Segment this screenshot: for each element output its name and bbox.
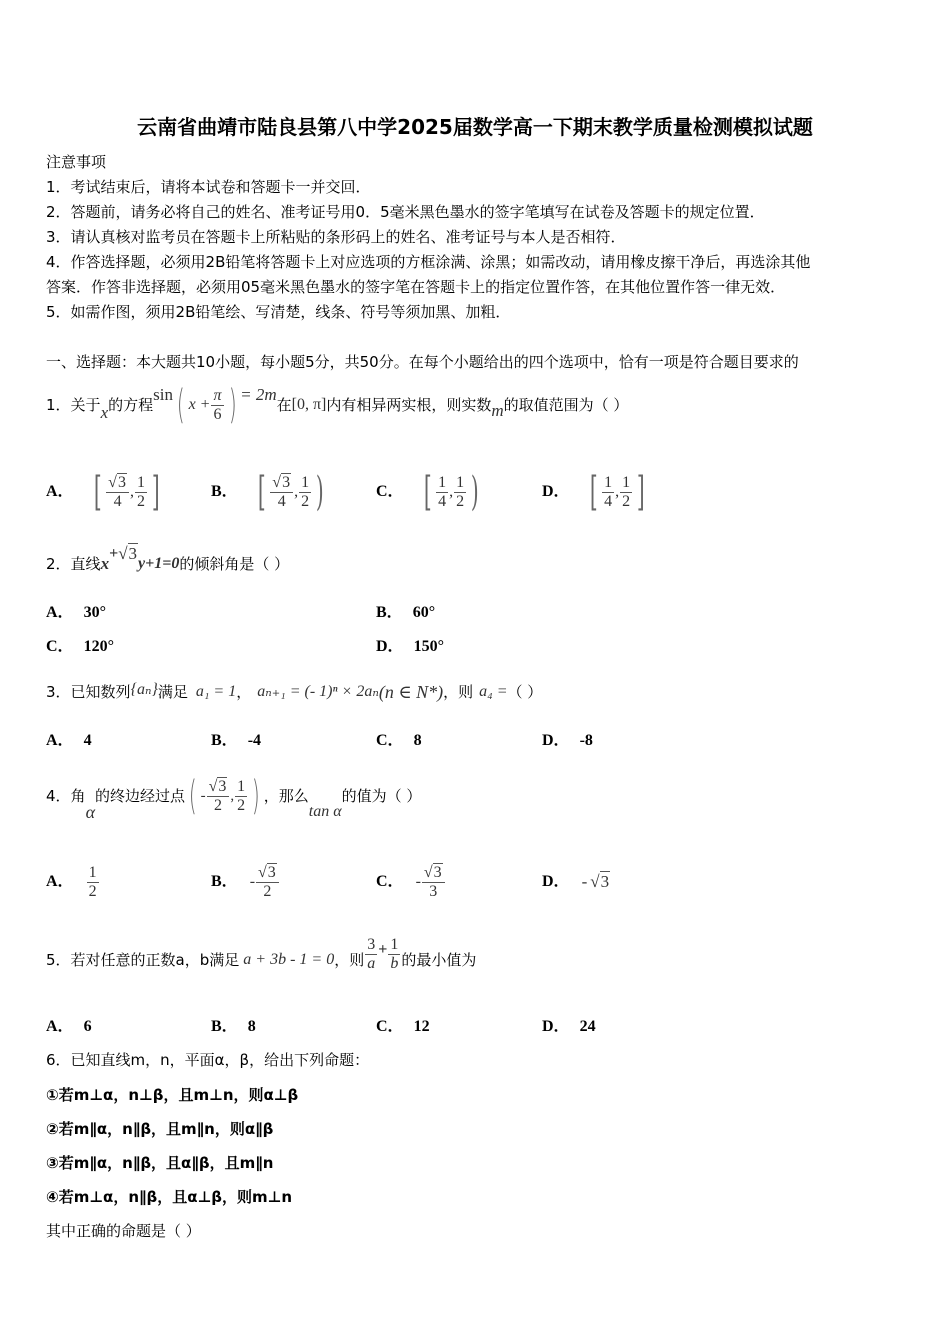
q3-option-a[interactable]: A． 4 [46, 732, 92, 749]
note-item: 3．请认真核对监考员在答题卡上所粘贴的条形码上的姓名、准考证号与本人是否相符． [46, 228, 626, 246]
q1-option-c[interactable]: C． [ $\frac{1}{4}$ , $\frac{1}{2}$ ) [376, 469, 479, 515]
q6-proposition: ①若m⊥α，n⊥β，且m⊥n，则α⊥β [46, 1086, 299, 1104]
q5-option-c[interactable]: C． 12 [376, 1018, 430, 1035]
q4-option-d[interactable]: D． - √3 [542, 872, 610, 891]
q3-option-d[interactable]: D． -8 [542, 732, 593, 749]
q6-question: 其中正确的命题是（ ） [46, 1222, 201, 1240]
q2-option-a[interactable]: A． 30° [46, 604, 106, 621]
question-5: 5． 若对任意的正数a，b满足 a + 3b - 1 = 0 ，则 $\frac{3}{a}$ + $\frac{1}{b}$ 的最小值为 [46, 935, 477, 972]
note-item: 2．答题前，请务必将自己的姓名、准考证号用0．5毫米黑色墨水的签字笔填写在试卷及答题卡的规定位置． [46, 203, 765, 221]
q5-option-a[interactable]: A． 6 [46, 1018, 92, 1035]
q5-option-d[interactable]: D． 24 [542, 1018, 596, 1035]
question-4: 4． 角 α 的终边经过点 ( - $\frac{√3}{2}$ , $\frac{1}{2}$ ) ，那么 tan α 的值为（ ） [46, 773, 422, 822]
q4-option-a[interactable]: A． $\frac{1}{2}$ [46, 863, 97, 900]
q6-proposition: ②若m∥α，n∥β，且m∥n，则α∥β [46, 1120, 274, 1138]
q6-proposition: ③若m∥α，n∥β，且α∥β，且m∥n [46, 1154, 274, 1172]
q6-proposition: ④若m⊥α，n∥β，且α⊥β，则m⊥n [46, 1188, 293, 1206]
q2-option-c[interactable]: C． 120° [46, 638, 114, 655]
note-item: 答案．作答非选择题，必须用05毫米黑色墨水的签字笔在答题卡上的指定位置作答，在其他位置作答一律无效． [46, 278, 786, 296]
q5-option-b[interactable]: B． 8 [211, 1018, 256, 1035]
note-item: 4．作答选择题，必须用2B铅笔将答题卡上对应选项的方框涂满、涂黑；如需改动，请用橡皮擦干净后，再选涂其他 [46, 253, 811, 271]
q1-option-b[interactable]: B． [ $\frac{√3}{4}$ , $\frac{1}{2}$ ) [211, 469, 324, 515]
question-3: 3． 已知数列 {aₙ} 满足 a₁ = 1 ， aₙ₊₁ = (- 1)ⁿ × 2aₙ (n ∈ N*) ，则 a₄ = （ ） [46, 681, 543, 702]
q3-option-c[interactable]: C． 8 [376, 732, 422, 749]
question-1: 1． 关于 x 的方程 sin ( x + $\frac{\pi}{6}$ ) = 2m 在 [0, π] 内有相异两实根，则实数 m 的取值范围为（ ） [46, 382, 629, 428]
q1-option-a[interactable]: A． [ $\frac{√3}{4}$ , $\frac{1}{2}$ ] [46, 469, 160, 515]
question-6: 6．已知直线m，n，平面α，β，给出下列命题： [46, 1051, 370, 1069]
q4-option-c[interactable]: C． - $\frac{√3}{3}$ [376, 852, 446, 912]
q3-option-b[interactable]: B． -4 [211, 732, 262, 749]
section-heading: 一、选择题：本大题共10小题，每小题5分，共50分。在每个小题给出的四个选项中，恰有一项是符合题目要求的 [46, 353, 799, 371]
note-item: 5．如需作图，须用2B铅笔绘、写清楚，线条、符号等须加黑、加粗． [46, 303, 511, 321]
notes-heading: 注意事项 [46, 153, 107, 171]
question-2: 2． 直线 x + √3 y+1=0 的倾斜角是（ ） [46, 544, 290, 573]
q2-option-b[interactable]: B． 60° [376, 604, 436, 621]
q1-option-d[interactable]: D． [ $\frac{1}{4}$ , $\frac{1}{2}$ ] [542, 469, 645, 515]
page-title: 云南省曲靖市陆良县第八中学2025届数学高一下期末教学质量检测模拟试题 [137, 115, 813, 139]
q2-option-d[interactable]: D． 150° [376, 638, 444, 655]
note-item: 1．考试结束后，请将本试卷和答题卡一并交回． [46, 178, 371, 196]
q4-option-b[interactable]: B． - $\frac{√3}{2}$ [211, 852, 280, 912]
